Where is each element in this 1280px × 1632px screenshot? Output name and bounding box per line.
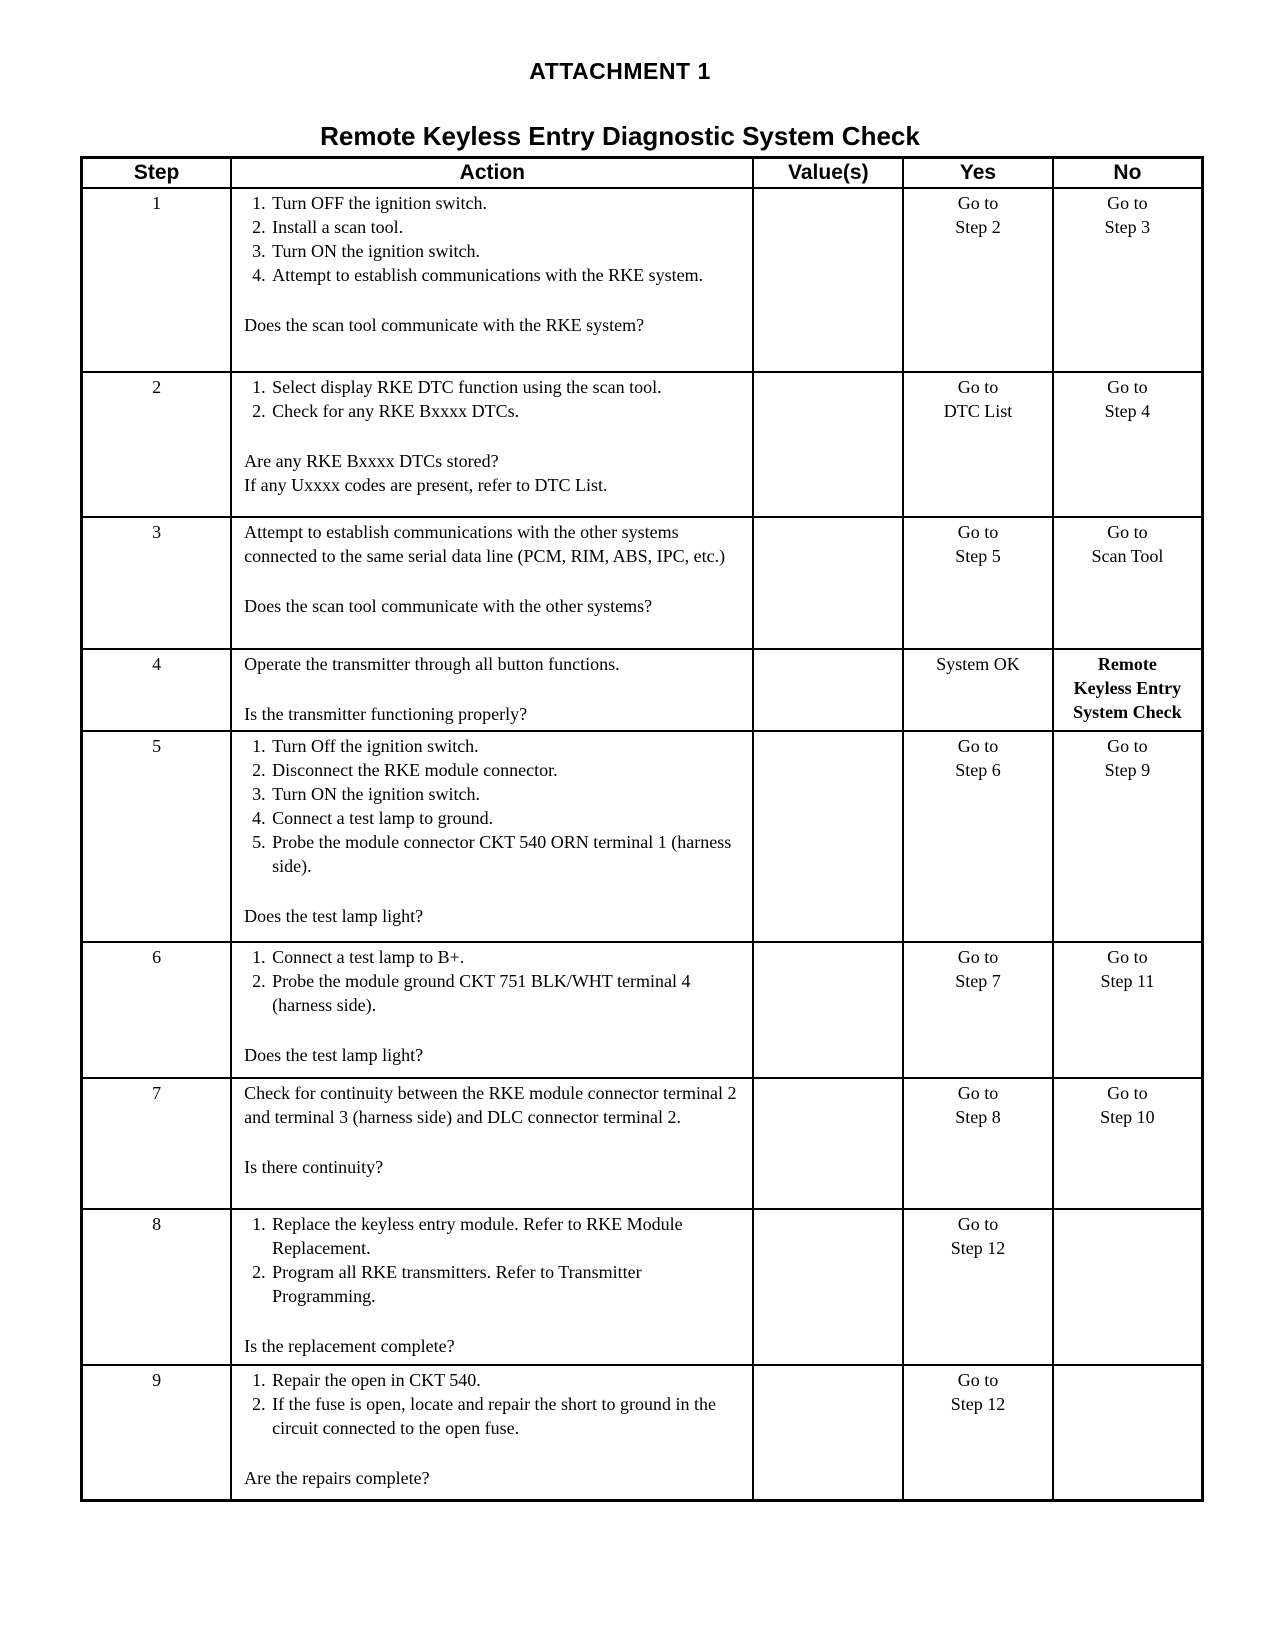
yes-text: System OK xyxy=(936,654,1020,674)
action-list xyxy=(244,945,744,1017)
table-row xyxy=(82,517,1203,649)
action-list-item: 4. Connect a test lamp to ground. xyxy=(270,806,744,830)
step-number: 1 xyxy=(82,188,232,372)
header-action: Action xyxy=(231,158,753,189)
yes-cell xyxy=(903,1365,1053,1500)
action-cell xyxy=(231,1365,753,1500)
action-list-item: 2. Probe the module ground CKT 751 BLK/WHT terminal 4 (harness side). xyxy=(270,969,744,1017)
action-list xyxy=(244,1368,744,1440)
yes-cell xyxy=(903,942,1053,1078)
action-question: Is the transmitter functioning properly? xyxy=(244,704,528,724)
table-row xyxy=(82,649,1203,731)
table-body xyxy=(82,188,1203,1500)
values-cell xyxy=(753,1365,903,1500)
step-number: 4 xyxy=(82,649,232,731)
action-text: Operate the transmitter through all button functions. xyxy=(244,654,620,674)
action-list-item: 1. Replace the keyless entry module. Refer to RKE Module Replacement. xyxy=(270,1212,744,1260)
yes-text: Step 7 xyxy=(955,971,1001,991)
action-question: Is there continuity? xyxy=(244,1157,384,1177)
table-row xyxy=(82,372,1203,517)
action-list-item: 1. Select display RKE DTC function using the scan tool. xyxy=(270,375,744,399)
yes-cell xyxy=(903,188,1053,372)
action-list-item: 1. Turn Off the ignition switch. xyxy=(270,734,744,758)
action-list-item: 4. Attempt to establish communications with the RKE system. xyxy=(270,263,744,287)
table-header-row xyxy=(82,158,1203,189)
action-list-item: 5. Probe the module connector CKT 540 ORN terminal 1 (harness side). xyxy=(270,830,744,878)
yes-text: Step 6 xyxy=(955,760,1001,780)
header-values: Value(s) xyxy=(753,158,903,189)
action-cell xyxy=(231,1078,753,1209)
step-number: 6 xyxy=(82,942,232,1078)
yes-text: Step 2 xyxy=(955,217,1001,237)
values-cell xyxy=(753,942,903,1078)
action-list-item: 1. Repair the open in CKT 540. xyxy=(270,1368,744,1392)
yes-cell xyxy=(903,731,1053,942)
diagnostic-table xyxy=(80,156,1204,1502)
yes-text: Go to xyxy=(957,736,999,756)
header-yes: Yes xyxy=(903,158,1053,189)
yes-text: DTC List xyxy=(943,401,1013,421)
yes-cell xyxy=(903,1209,1053,1365)
header-no: No xyxy=(1053,158,1203,189)
no-text: Scan Tool xyxy=(1091,546,1164,566)
yes-text: Step 12 xyxy=(950,1238,1006,1258)
values-cell xyxy=(753,731,903,942)
no-text: Remote xyxy=(1097,654,1157,674)
yes-text: Go to xyxy=(957,377,999,397)
no-cell xyxy=(1053,731,1203,942)
no-text: Step 10 xyxy=(1100,1107,1155,1127)
no-text: Keyless Entry xyxy=(1073,678,1182,698)
action-question: Does the scan tool communicate with the RKE system? xyxy=(244,315,645,335)
action-list-item: 2. If the fuse is open, locate and repair the short to ground in the circuit connected to the open fuse. xyxy=(270,1392,744,1440)
no-text: System Check xyxy=(1073,702,1182,722)
no-cell xyxy=(1053,517,1203,649)
action-cell xyxy=(231,649,753,731)
action-note: If any Uxxxx codes are present, refer to DTC List. xyxy=(244,475,608,495)
yes-text: Step 5 xyxy=(955,546,1001,566)
yes-text: Go to xyxy=(957,193,999,213)
no-cell xyxy=(1053,1078,1203,1209)
values-cell xyxy=(753,649,903,731)
yes-text: Go to xyxy=(957,1370,999,1390)
action-question: Does the scan tool communicate with the other systems? xyxy=(244,596,653,616)
no-text: Step 4 xyxy=(1104,401,1151,421)
no-text: Step 3 xyxy=(1104,217,1151,237)
values-cell xyxy=(753,372,903,517)
no-text: Go to xyxy=(1107,736,1148,756)
no-cell xyxy=(1053,942,1203,1078)
action-list xyxy=(244,375,744,423)
action-cell xyxy=(231,517,753,649)
yes-text: Go to xyxy=(957,522,999,542)
no-text: Go to xyxy=(1107,522,1148,542)
yes-cell xyxy=(903,372,1053,517)
yes-cell xyxy=(903,517,1053,649)
no-text: Go to xyxy=(1107,947,1148,967)
action-question: Is the replacement complete? xyxy=(244,1336,455,1356)
action-question: Does the test lamp light? xyxy=(244,1045,424,1065)
yes-text: Go to xyxy=(957,1083,999,1103)
action-cell xyxy=(231,188,753,372)
action-list-item: 3. Turn ON the ignition switch. xyxy=(270,239,744,263)
action-cell xyxy=(231,1209,753,1365)
action-cell xyxy=(231,942,753,1078)
no-cell xyxy=(1053,188,1203,372)
no-text: Go to xyxy=(1107,1083,1148,1103)
action-cell xyxy=(231,372,753,517)
no-cell xyxy=(1053,649,1203,731)
action-text: Attempt to establish communications with the other systems connected to the same serial data line (PCM, RIM, ABS, IPC, etc.) xyxy=(244,522,726,566)
no-cell xyxy=(1053,1365,1203,1500)
action-list-item: 3. Turn ON the ignition switch. xyxy=(270,782,744,806)
values-cell xyxy=(753,1078,903,1209)
no-cell xyxy=(1053,372,1203,517)
table-row xyxy=(82,942,1203,1078)
step-number: 5 xyxy=(82,731,232,942)
step-number: 7 xyxy=(82,1078,232,1209)
table-row xyxy=(82,1209,1203,1365)
document-title: Remote Keyless Entry Diagnostic System Check xyxy=(320,121,920,151)
step-number: 8 xyxy=(82,1209,232,1365)
header-step: Step xyxy=(82,158,232,189)
action-list xyxy=(244,734,744,878)
table-row xyxy=(82,1078,1203,1209)
action-question: Are any RKE Bxxxx DTCs stored? xyxy=(244,451,499,471)
action-list-item: 2. Check for any RKE Bxxxx DTCs. xyxy=(270,399,744,423)
table-row xyxy=(82,1365,1203,1500)
no-text: Step 9 xyxy=(1104,760,1151,780)
action-list-item: 2. Program all RKE transmitters. Refer to Transmitter Programming. xyxy=(270,1260,744,1308)
values-cell xyxy=(753,188,903,372)
yes-text: Step 12 xyxy=(950,1394,1006,1414)
action-cell xyxy=(231,731,753,942)
action-question: Does the test lamp light? xyxy=(244,906,424,926)
action-list-item: 2. Disconnect the RKE module connector. xyxy=(270,758,744,782)
step-number: 9 xyxy=(82,1365,232,1500)
yes-cell xyxy=(903,649,1053,731)
table-row xyxy=(82,731,1203,942)
table-row xyxy=(82,188,1203,372)
no-cell xyxy=(1053,1209,1203,1365)
step-number: 2 xyxy=(82,372,232,517)
yes-cell xyxy=(903,1078,1053,1209)
action-list-item: 2. Install a scan tool. xyxy=(270,215,744,239)
no-text: Step 11 xyxy=(1100,971,1155,991)
yes-text: Go to xyxy=(957,1214,999,1234)
action-question: Are the repairs complete? xyxy=(244,1468,430,1488)
action-list-item: 1. Connect a test lamp to B+. xyxy=(270,945,744,969)
action-list xyxy=(244,191,744,287)
action-list-item: 1. Turn OFF the ignition switch. xyxy=(270,191,744,215)
values-cell xyxy=(753,1209,903,1365)
yes-text: Step 8 xyxy=(955,1107,1001,1127)
attachment-label: ATTACHMENT 1 xyxy=(529,58,711,84)
action-text: Check for continuity between the RKE module connector terminal 2 and terminal 3 (harness side) and DLC connector terminal 2. xyxy=(244,1083,737,1127)
action-list xyxy=(244,1212,744,1308)
no-text: Go to xyxy=(1107,193,1148,213)
values-cell xyxy=(753,517,903,649)
yes-text: Go to xyxy=(957,947,999,967)
no-text: Go to xyxy=(1107,377,1148,397)
step-number: 3 xyxy=(82,517,232,649)
